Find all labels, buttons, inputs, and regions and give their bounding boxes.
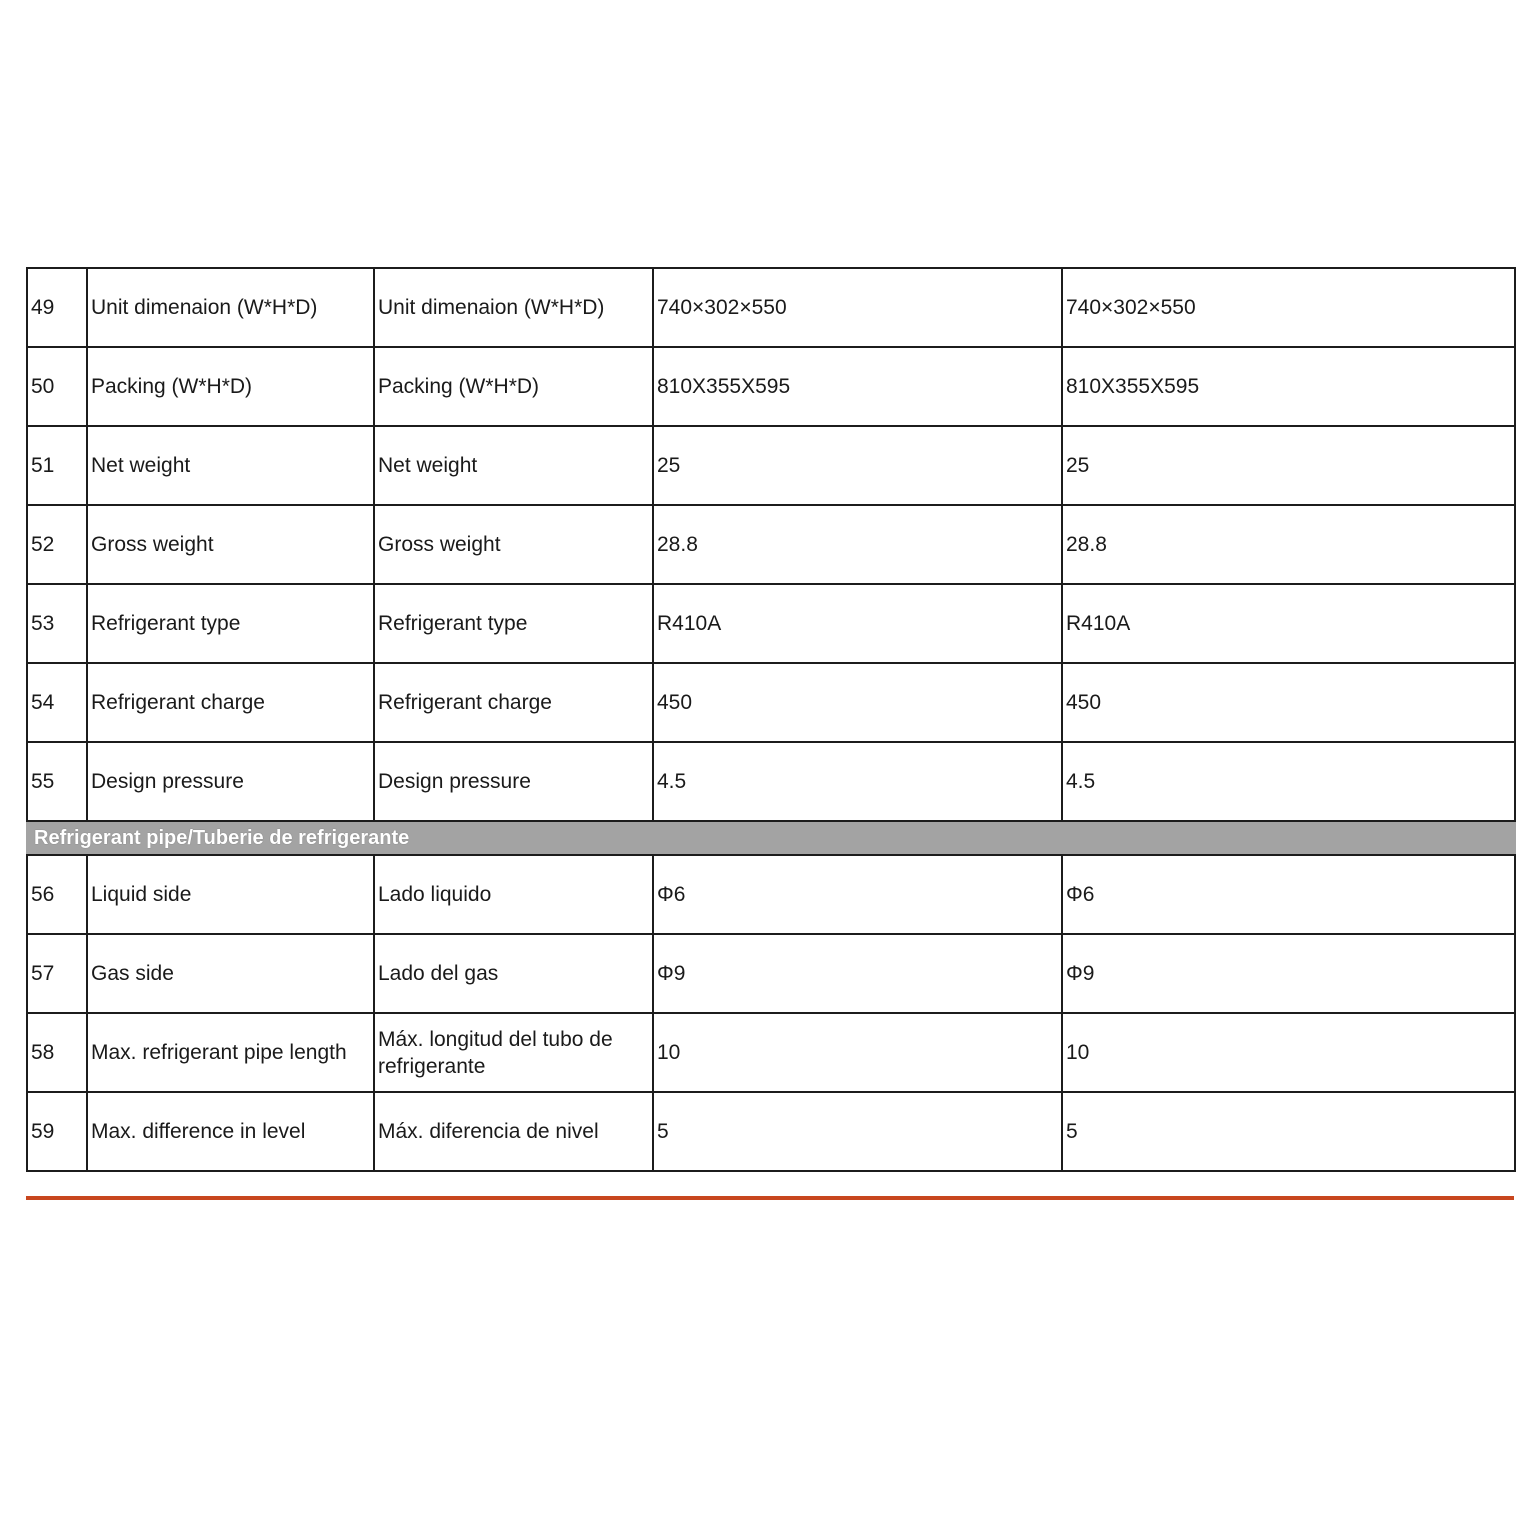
value-model-1: 810X355X595 bbox=[653, 347, 1062, 426]
value-model-2: 4.5 bbox=[1062, 742, 1515, 821]
value-model-1: 450 bbox=[653, 663, 1062, 742]
value-model-1: 25 bbox=[653, 426, 1062, 505]
item-name-en: Refrigerant charge bbox=[87, 663, 374, 742]
value-model-2: Φ9 bbox=[1062, 934, 1515, 1013]
table-row bbox=[27, 742, 1515, 821]
item-name-en: Gas side bbox=[87, 934, 374, 1013]
value-model-1: R410A bbox=[653, 584, 1062, 663]
row-number: 58 bbox=[27, 1013, 87, 1092]
table-row bbox=[27, 1092, 1515, 1171]
section-header-row bbox=[27, 821, 1515, 855]
value-model-1: 28.8 bbox=[653, 505, 1062, 584]
value-model-1: Φ9 bbox=[653, 934, 1062, 1013]
value-model-2: 25 bbox=[1062, 426, 1515, 505]
item-name-es: Packing (W*H*D) bbox=[374, 347, 653, 426]
row-number: 53 bbox=[27, 584, 87, 663]
item-name-en: Net weight bbox=[87, 426, 374, 505]
value-model-2: 740×302×550 bbox=[1062, 268, 1515, 347]
value-model-2: 28.8 bbox=[1062, 505, 1515, 584]
row-number: 59 bbox=[27, 1092, 87, 1171]
value-model-2: 810X355X595 bbox=[1062, 347, 1515, 426]
spec-table bbox=[26, 267, 1516, 1172]
item-name-en: Max. refrigerant pipe length bbox=[87, 1013, 374, 1092]
item-name-es: Design pressure bbox=[374, 742, 653, 821]
item-name-en: Packing (W*H*D) bbox=[87, 347, 374, 426]
table-row bbox=[27, 426, 1515, 505]
value-model-2: 10 bbox=[1062, 1013, 1515, 1092]
row-number: 55 bbox=[27, 742, 87, 821]
table-row bbox=[27, 505, 1515, 584]
row-number: 54 bbox=[27, 663, 87, 742]
table-row bbox=[27, 1013, 1515, 1092]
row-number: 57 bbox=[27, 934, 87, 1013]
value-model-1: 4.5 bbox=[653, 742, 1062, 821]
item-name-es: Máx. diferencia de nivel bbox=[374, 1092, 653, 1171]
value-model-1: 10 bbox=[653, 1013, 1062, 1092]
item-name-es: Gross weight bbox=[374, 505, 653, 584]
value-model-2: R410A bbox=[1062, 584, 1515, 663]
item-name-es: Lado liquido bbox=[374, 855, 653, 934]
row-number: 51 bbox=[27, 426, 87, 505]
table-row bbox=[27, 663, 1515, 742]
item-name-en: Max. difference in level bbox=[87, 1092, 374, 1171]
value-model-1: Φ6 bbox=[653, 855, 1062, 934]
item-name-en: Refrigerant type bbox=[87, 584, 374, 663]
item-name-es: Refrigerant type bbox=[374, 584, 653, 663]
value-model-1: 5 bbox=[653, 1092, 1062, 1171]
table-row bbox=[27, 855, 1515, 934]
item-name-en: Unit dimenaion (W*H*D) bbox=[87, 268, 374, 347]
row-number: 52 bbox=[27, 505, 87, 584]
item-name-en: Design pressure bbox=[87, 742, 374, 821]
value-model-2: 5 bbox=[1062, 1092, 1515, 1171]
row-number: 50 bbox=[27, 347, 87, 426]
section-title: Refrigerant pipe/Tuberie de refrigerante bbox=[27, 821, 1515, 855]
table-row bbox=[27, 934, 1515, 1013]
item-name-es: Refrigerant charge bbox=[374, 663, 653, 742]
table-row bbox=[27, 584, 1515, 663]
table-row bbox=[27, 347, 1515, 426]
item-name-es: Lado del gas bbox=[374, 934, 653, 1013]
item-name-en: Gross weight bbox=[87, 505, 374, 584]
item-name-es: Máx. longitud del tubo de refrigerante bbox=[374, 1013, 653, 1092]
row-number: 49 bbox=[27, 268, 87, 347]
value-model-2: Φ6 bbox=[1062, 855, 1515, 934]
row-number: 56 bbox=[27, 855, 87, 934]
item-name-en: Liquid side bbox=[87, 855, 374, 934]
table-row bbox=[27, 268, 1515, 347]
item-name-es: Net weight bbox=[374, 426, 653, 505]
value-model-2: 450 bbox=[1062, 663, 1515, 742]
value-model-1: 740×302×550 bbox=[653, 268, 1062, 347]
item-name-es: Unit dimenaion (W*H*D) bbox=[374, 268, 653, 347]
bottom-rule bbox=[26, 1196, 1514, 1200]
